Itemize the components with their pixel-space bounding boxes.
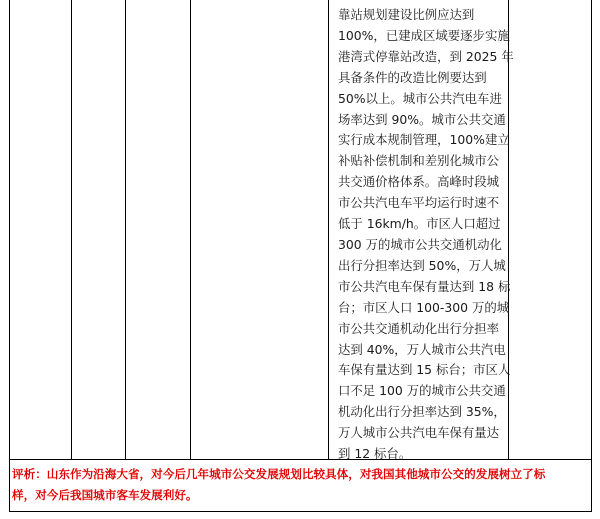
content-line: 市公共交通机动化出行分担率 <box>338 320 500 336</box>
content-line: 50%以上。城市公共汽电车进 <box>338 90 502 106</box>
content-line: 补贴补偿机制和差别化城市公 <box>338 153 500 169</box>
content-line: 万人城市公共汽电车保有量达 <box>338 425 500 441</box>
content-line: 市公共汽电车保有量达到 18 标 <box>338 278 511 294</box>
column-divider <box>71 0 72 459</box>
comment-line: 评析：山东作为沿海大省，对今后几年城市公交发展规划比较具体，对我国其他城市公交的发展树立了标 <box>12 467 546 481</box>
content-line: 口不足 100 万的城市公共交通 <box>338 383 506 399</box>
content-line: 市公共汽电车平均运行时速不 <box>338 195 500 211</box>
content-line: 车保有量达到 15 标台；市区人 <box>338 362 511 378</box>
content-line: 港湾式停靠站改造，到 2025 年 <box>338 48 514 64</box>
content-cell <box>338 5 516 465</box>
content-line: 300 万的城市公共交通机动化 <box>338 236 502 252</box>
content-line: 场率达到 90%。城市公共交通 <box>338 111 506 127</box>
content-line: 达到 40%，万人城市公共汽电 <box>338 341 506 357</box>
content-line: 机动化出行分担率达到 35%， <box>338 404 506 420</box>
content-line: 台；市区人口 100-300 万的城 <box>338 299 510 315</box>
column-divider <box>190 0 191 459</box>
content-line: 共交通价格体系。高峰时段城 <box>338 174 500 190</box>
content-line: 低于 16km/h。市区人口超过 <box>338 216 501 232</box>
content-line: 具备条件的改造比例要达到 <box>338 69 487 85</box>
content-line: 100%，已建成区域要逐步实施 <box>338 27 510 43</box>
column-divider <box>328 0 329 459</box>
content-line: 实行成本规制管理，100%建立 <box>338 132 510 148</box>
comment-line: 样，对今后我国城市客车发展利好。 <box>12 488 198 502</box>
column-divider <box>125 0 126 459</box>
content-line: 出行分担率达到 50%，万人城 <box>338 257 506 273</box>
comment-row <box>12 464 587 506</box>
policy-table <box>9 0 592 512</box>
content-line: 靠站规划建设比例应达到 <box>338 7 475 22</box>
content-line: 到 12 标台。 <box>338 446 412 462</box>
